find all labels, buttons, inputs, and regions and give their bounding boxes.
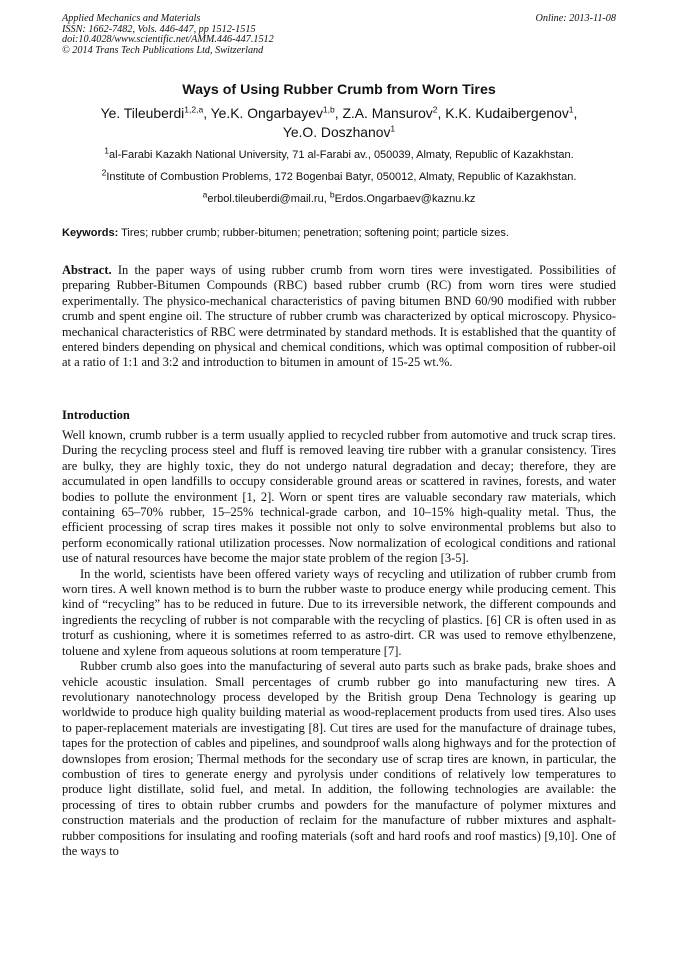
email-address[interactable]: erbol.tileuberdi@mail.ru xyxy=(207,193,324,205)
author-name: Ye.K. Ongarbayev xyxy=(210,105,323,121)
author-affiliation-marker: 2 xyxy=(432,104,438,115)
email-marker: b xyxy=(329,189,335,200)
introduction-body xyxy=(62,428,616,859)
journal-info xyxy=(62,14,616,56)
email-line: $^a$erbol.tileuberdi@mail.ru, $^b$Erdos.Ongarbaev@kaznu.kz xyxy=(202,189,476,205)
journal-issn: ISSN: 1662-7482, Vols. 446-447, pp 1512-1515 xyxy=(62,23,256,35)
paper-title: Ways of Using Rubber Crumb from Worn Tires xyxy=(182,82,496,98)
affiliation-marker: 2 xyxy=(101,167,107,178)
keywords-text: Tires; rubber crumb; rubber-bitumen; penetration; softening point; particle sizes. xyxy=(121,227,509,239)
author-name: Ye. Tileuberdi xyxy=(100,105,185,121)
affiliation-marker: 1 xyxy=(104,145,110,156)
journal-name: Applied Mechanics and Materials xyxy=(62,13,201,24)
author-list: Ye. Tileuberdi$^{1,2,a}$, Ye.K. Ongarbayev$^{1,b}$, Z.A. Mansurov$^2$, K.K. Kudaibergenov$^1$, Ye.O. Doszhanov$^1$ xyxy=(100,104,578,140)
introduction-heading: Introduction xyxy=(62,408,130,422)
affiliation-text: al-Farabi Kazakh National University, 71 al-Farabi av., 050039, Almaty, Republic of Kazakhstan. xyxy=(109,149,574,161)
author-affiliation-marker: 1 xyxy=(568,104,574,115)
journal-copyright: © 2014 Trans Tech Publications Ltd, Switzerland xyxy=(62,44,264,56)
abstract xyxy=(62,263,616,371)
journal-header xyxy=(62,14,616,56)
online-date: Online: 2013-11-08 xyxy=(535,13,616,24)
keywords-label: Keywords: xyxy=(62,227,119,239)
author-affiliation-marker: 1,2,a xyxy=(184,104,204,115)
affiliation-text: Institute of Combustion Problems, 172 Bogenbai Batyr, 050012, Almaty, Republic of Kazakhstan. xyxy=(106,171,577,183)
abstract-label: Abstract. xyxy=(62,263,112,277)
body-paragraph: In the world, scientists have been offered variety ways of recycling and utilization of rubber crumb from worn tires. A well known method is to burn the rubber waste to produce energy while producing cement. This kind of “recycling” has to be reduced in future. Due to its irreversible network, the different compounds and ingredients the recycling of rubber is not comparable with the recycling of plastics. [6] CR is often used in as troturf as cushioning, where it is sometimes referred to as astro-dirt. CR was used to remove ethylbenzene, toluene and xylene from aqueous solutions at room temperature [7]. xyxy=(62,566,616,658)
author-affiliation-marker: 1,b xyxy=(322,104,335,115)
body-paragraph: Rubber crumb also goes into the manufacturing of several auto parts such as brake pads, brake shoes and vehicle acoustic insulation. Small percentages of crumb rubber go into manufacturing new tires. A revolutionary nanotechnology process developed by the British group Dena Technology is gearing up worldwide to produce high quality building material as wood-replacement products from used tires. Also uses to paper-replacement materials are investigating [8]. Cut tires are used for the manufacture of drainage tubes, tapes for the protection of cables and pipelines, and soundproof walls along highways and for the protection of downslopes from erosion; Thermal methods for the secondary use of scrap tires are known, in particular, the combustion of tires to generate energy and pyrolysis under conditions of relatively low temperatures to produce light distillate, solid fuel, and metal. In addition, the following technologies are available: the processing of tires to obtain rubber crumbs and powders for the manufacture of polymer mixtures and construction materials and the production of reclaim for the manufacture of rubber mixtures and asphalt-rubber compositions for insulating and roofing materials (soft and hard roofs and roof mastics) [9,10]. One of the ways to xyxy=(62,659,616,858)
author-affiliation-marker: 1 xyxy=(390,123,396,134)
body-paragraph: Well known, crumb rubber is a term usually applied to recycled rubber from automotive and truck scrap tires. During the recycling process steel and fluff is removed leaving tire rubber with a granular consistency. Tires are bulky, they are highly toxic, they do not undergo natural degradation and decay; therefore, they are accumulated in open landfills to occupy considerable ground areas or scattered in ravines, forests, and water bodies to pollute the environment [1, 2]. Worn or spent tires are valuable secondary raw materials, which containing 65–70% rubber, 15–25% technical-grade carbon, and 10–15% high-quality metal. Thus, the efficient processing of scrap tires makes it possible not only to solve environmental problems but also to perform economically rational utilization processes. Now normalization of ecological conditions and rational use of natural resources have become the major state problem of the region [3-5]. xyxy=(62,428,616,566)
email-marker: a xyxy=(202,189,208,200)
journal-doi: doi:10.4028/www.scientific.net/AMM.446-447.1512 xyxy=(62,34,274,45)
email-address[interactable]: Erdos.Ongarbaev@kaznu.kz xyxy=(334,193,476,205)
abstract-text: In the paper ways of using rubber crumb from worn tires were investigated. Possibilities of preparing Rubber-Bitumen Compounds (RBC) based rubber crumb (RC) from worn tires were studied experimentally. The physico-mechanical characteristics of paving bitumen BND 60/90 modified with rubber crumb and spent engine oil. The structure of rubber crumb was characterized by optical microscopy. Physico-mechanical characteristics of RBC were detrminated by standard methods. It is established that the quantity of entered binders depending on physical and chemical conditions, which was optimal composition of rubber-oil at a ratio of 1:1 and 3:2 and introduction to bitumen in amount of 15-25 wt.%. xyxy=(62,263,616,370)
author-name: Ye.O. Doszhanov xyxy=(282,124,391,140)
affiliation-2 xyxy=(62,167,616,184)
author-name: K.K. Kudaibergenov xyxy=(445,105,569,121)
keywords xyxy=(62,227,616,240)
author-name: Z.A. Mansurov xyxy=(342,105,433,121)
affiliation-1 xyxy=(62,145,616,162)
